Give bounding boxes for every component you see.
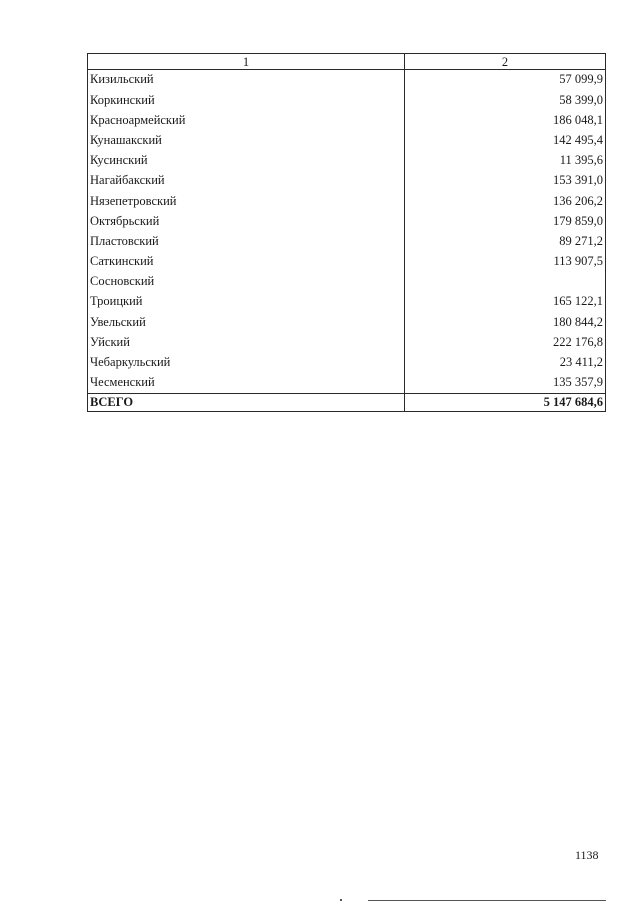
total-label: ВСЕГО: [88, 394, 405, 412]
table-row: [88, 110, 606, 130]
table-row: [88, 353, 606, 373]
district-value: [405, 272, 606, 292]
table-row: [88, 131, 606, 151]
column-header-1: 1: [88, 54, 405, 70]
district-value: 186 048,1: [405, 110, 606, 130]
district-name: Кизильский: [88, 70, 405, 91]
district-value: 222 176,8: [405, 332, 606, 352]
district-name: Нязепетровский: [88, 191, 405, 211]
district-name: Чебаркульский: [88, 353, 405, 373]
table-row: [88, 70, 606, 91]
district-name: Увельский: [88, 312, 405, 332]
table-row: [88, 211, 606, 231]
district-value: 165 122,1: [405, 292, 606, 312]
district-value: 135 357,9: [405, 373, 606, 394]
district-name: Красноармейский: [88, 110, 405, 130]
footer-rule: [368, 900, 606, 901]
district-value: 113 907,5: [405, 252, 606, 272]
table-row: [88, 191, 606, 211]
district-name: Сосновский: [88, 272, 405, 292]
district-name: Уйский: [88, 332, 405, 352]
table-row: [88, 90, 606, 110]
table-row: [88, 272, 606, 292]
table-row: [88, 232, 606, 252]
district-value: 179 859,0: [405, 211, 606, 231]
district-value: 180 844,2: [405, 312, 606, 332]
page-number: 1138: [575, 848, 599, 862]
district-value: 89 271,2: [405, 232, 606, 252]
total-value: 5 147 684,6: [405, 394, 606, 412]
footer-mark: [340, 899, 342, 901]
district-name: Чесменский: [88, 373, 405, 394]
district-value: 58 399,0: [405, 90, 606, 110]
table-row: [88, 312, 606, 332]
table-row: [88, 151, 606, 171]
district-name: Троицкий: [88, 292, 405, 312]
district-value: 142 495,4: [405, 131, 606, 151]
district-value: 136 206,2: [405, 191, 606, 211]
district-name: Коркинский: [88, 90, 405, 110]
district-value: 57 099,9: [405, 70, 606, 91]
district-value: 11 395,6: [405, 151, 606, 171]
table-row: [88, 171, 606, 191]
district-name: Кунашакский: [88, 131, 405, 151]
district-name: Кусинский: [88, 151, 405, 171]
district-name: Саткинский: [88, 252, 405, 272]
column-header-2: 2: [405, 54, 606, 70]
table-row: [88, 292, 606, 312]
district-name: Октябрьский: [88, 211, 405, 231]
table-header-row: [88, 54, 606, 70]
table-row: [88, 373, 606, 394]
district-name: Пластовский: [88, 232, 405, 252]
district-value: 23 411,2: [405, 353, 606, 373]
table-row: [88, 252, 606, 272]
budget-table: [87, 53, 606, 412]
district-value: 153 391,0: [405, 171, 606, 191]
table-row: [88, 332, 606, 352]
district-name: Нагайбакский: [88, 171, 405, 191]
table-total-row: [88, 394, 606, 412]
